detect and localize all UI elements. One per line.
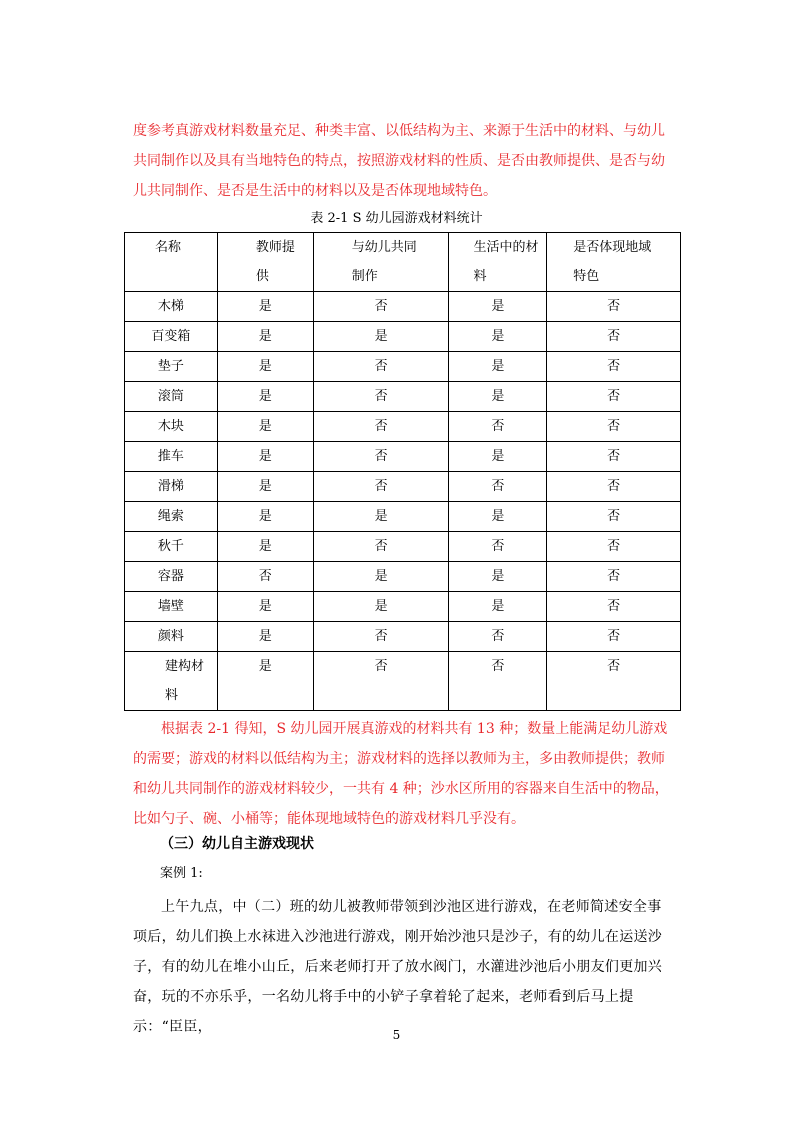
row-name-cell: 木梯 [125, 292, 218, 322]
row-value-cell: 是 [313, 592, 449, 622]
row-value-cell: 是 [449, 352, 547, 382]
header-name [125, 233, 218, 292]
row-value-cell: 否 [547, 412, 681, 442]
row-value-cell: 是 [217, 592, 313, 622]
row-name-cell: 颜料 [125, 622, 218, 652]
row-value-cell: 是 [217, 442, 313, 472]
header-regional [547, 233, 681, 292]
row-value-cell: 是 [217, 472, 313, 502]
row-value-cell: 是 [449, 292, 547, 322]
row-value-cell: 是 [217, 412, 313, 442]
table-body [125, 292, 681, 652]
row-value-cell: 否 [547, 622, 681, 652]
header-name-line1: 名称 [155, 240, 182, 255]
row-value-cell: 是 [217, 622, 313, 652]
row-value-cell: 否 [449, 532, 547, 562]
table-row [125, 622, 681, 652]
row-value-cell: 否 [547, 532, 681, 562]
table-row-last [125, 652, 681, 711]
header-comade-line1: 与幼儿共同 [351, 240, 417, 255]
row-value-cell: 否 [313, 652, 449, 711]
row-value-cell: 否 [313, 292, 449, 322]
row-value-cell: 是 [449, 382, 547, 412]
row-value-cell: 否 [547, 352, 681, 382]
row-value-cell: 是 [449, 442, 547, 472]
header-teacher-line1: 教师提 [255, 240, 295, 255]
materials-table [124, 232, 681, 711]
row-value-cell: 否 [313, 472, 449, 502]
row-value-cell: 是 [313, 502, 449, 532]
row-value-cell: 否 [547, 592, 681, 622]
row-value-cell: 是 [449, 322, 547, 352]
row-value-cell: 否 [547, 472, 681, 502]
header-comade-line2: 制作 [351, 269, 378, 284]
row-value-cell: 否 [449, 622, 547, 652]
header-regional-line2: 特色 [573, 269, 600, 284]
row-name-cell: 墙壁 [125, 592, 218, 622]
row-value-cell: 是 [217, 532, 313, 562]
row-name-cell: 百变箱 [125, 322, 218, 352]
table-caption: 表 2-1 S 幼儿园游戏材料统计 [310, 211, 483, 226]
row-value-cell: 否 [449, 652, 547, 711]
table-row [125, 382, 681, 412]
table-row [125, 292, 681, 322]
row-value-cell: 是 [217, 502, 313, 532]
header-teacher-line2: 供 [255, 269, 269, 284]
row-name-cell: 滑梯 [125, 472, 218, 502]
row-value-cell: 是 [449, 502, 547, 532]
row-value-cell: 否 [547, 292, 681, 322]
row-name-cell: 滚筒 [125, 382, 218, 412]
row-name-line1: 建构材 [165, 659, 205, 674]
row-value-cell: 是 [313, 322, 449, 352]
row-name-cell: 容器 [125, 562, 218, 592]
header-co-made [313, 233, 449, 292]
row-value-cell: 否 [547, 442, 681, 472]
row-value-cell: 否 [547, 382, 681, 412]
row-value-cell: 否 [313, 622, 449, 652]
intro-paragraph: 度参考真游戏材料数量充足、种类丰富、以低结构为主、来源于生活中的材料、与幼儿共同制作以及具有当地特色的特点，按照游戏材料的性质、是否由教师提供、是否与幼儿共同制作、是否是生活中的材料以及是否体现地域特色。 [133, 123, 665, 199]
table-row [125, 442, 681, 472]
row-name-cell: 木块 [125, 412, 218, 442]
row-value-cell: 否 [547, 502, 681, 532]
table-row [125, 532, 681, 562]
analysis-paragraph: 根据表 2-1 得知，S 幼儿园开展真游戏的材料共有 13 种；数量上能满足幼儿游戏的需要；游戏的材料以低结构为主；游戏材料的选择以教师为主，多由教师提供；教师和幼儿共同制作的游戏材料较少，一共有 4 种；沙水区所用的容器来自生活中的物品，比如勺子、碗、小桶等；能体现地域特色的游戏材料几乎没有。 [133, 721, 669, 827]
header-regional-line1: 是否体现地域 [573, 240, 652, 255]
row-value-cell: 否 [547, 652, 681, 711]
row-value-cell: 是 [217, 322, 313, 352]
row-name-cell [125, 652, 218, 711]
row-value-cell: 否 [449, 412, 547, 442]
row-name-line2: 料 [165, 688, 179, 703]
row-value-cell: 是 [217, 382, 313, 412]
header-daily-life [449, 233, 547, 292]
table-row [125, 472, 681, 502]
row-name-cell: 绳索 [125, 502, 218, 532]
row-value-cell: 是 [217, 352, 313, 382]
table-row [125, 412, 681, 442]
header-teacher-provided [217, 233, 313, 292]
row-value-cell: 是 [449, 562, 547, 592]
row-value-cell: 否 [313, 442, 449, 472]
row-value-cell: 否 [313, 532, 449, 562]
table-row [125, 502, 681, 532]
row-value-cell: 是 [449, 592, 547, 622]
row-value-cell: 是 [217, 652, 313, 711]
row-value-cell: 否 [313, 352, 449, 382]
row-name-cell: 垫子 [125, 352, 218, 382]
page-number: 5 [392, 1028, 401, 1042]
table-row [125, 322, 681, 352]
case-label: 案例 1: [160, 866, 203, 881]
row-value-cell: 是 [313, 562, 449, 592]
table-row [125, 562, 681, 592]
header-life-line2: 料 [473, 269, 487, 284]
row-value-cell: 否 [547, 322, 681, 352]
row-name-cell: 秋千 [125, 532, 218, 562]
row-name-cell: 推车 [125, 442, 218, 472]
case-story-paragraph: 上午九点，中（二）班的幼儿被教师带领到沙池区进行游戏，在老师简述安全事项后，幼儿们换上水袜进入沙池进行游戏，刚开始沙池只是沙子，有的幼儿在运送沙子，有的幼儿在堆小山丘，后来老师打开了放水阀门，水灌进沙池后小朋友们更加兴奋，玩的不亦乐乎，一名幼儿将手中的小铲子拿着轮了起来，老师看到后马上提示：“臣臣， [133, 899, 663, 1035]
row-value-cell: 否 [449, 472, 547, 502]
row-value-cell: 否 [313, 412, 449, 442]
section-heading: （三）幼儿自主游戏现状 [160, 836, 314, 852]
row-value-cell: 否 [313, 382, 449, 412]
table-row [125, 352, 681, 382]
row-value-cell: 是 [217, 292, 313, 322]
table-row [125, 592, 681, 622]
row-value-cell: 否 [547, 562, 681, 592]
row-value-cell: 否 [217, 562, 313, 592]
table-header-row [125, 233, 681, 292]
header-life-line1: 生活中的材 [473, 240, 539, 255]
